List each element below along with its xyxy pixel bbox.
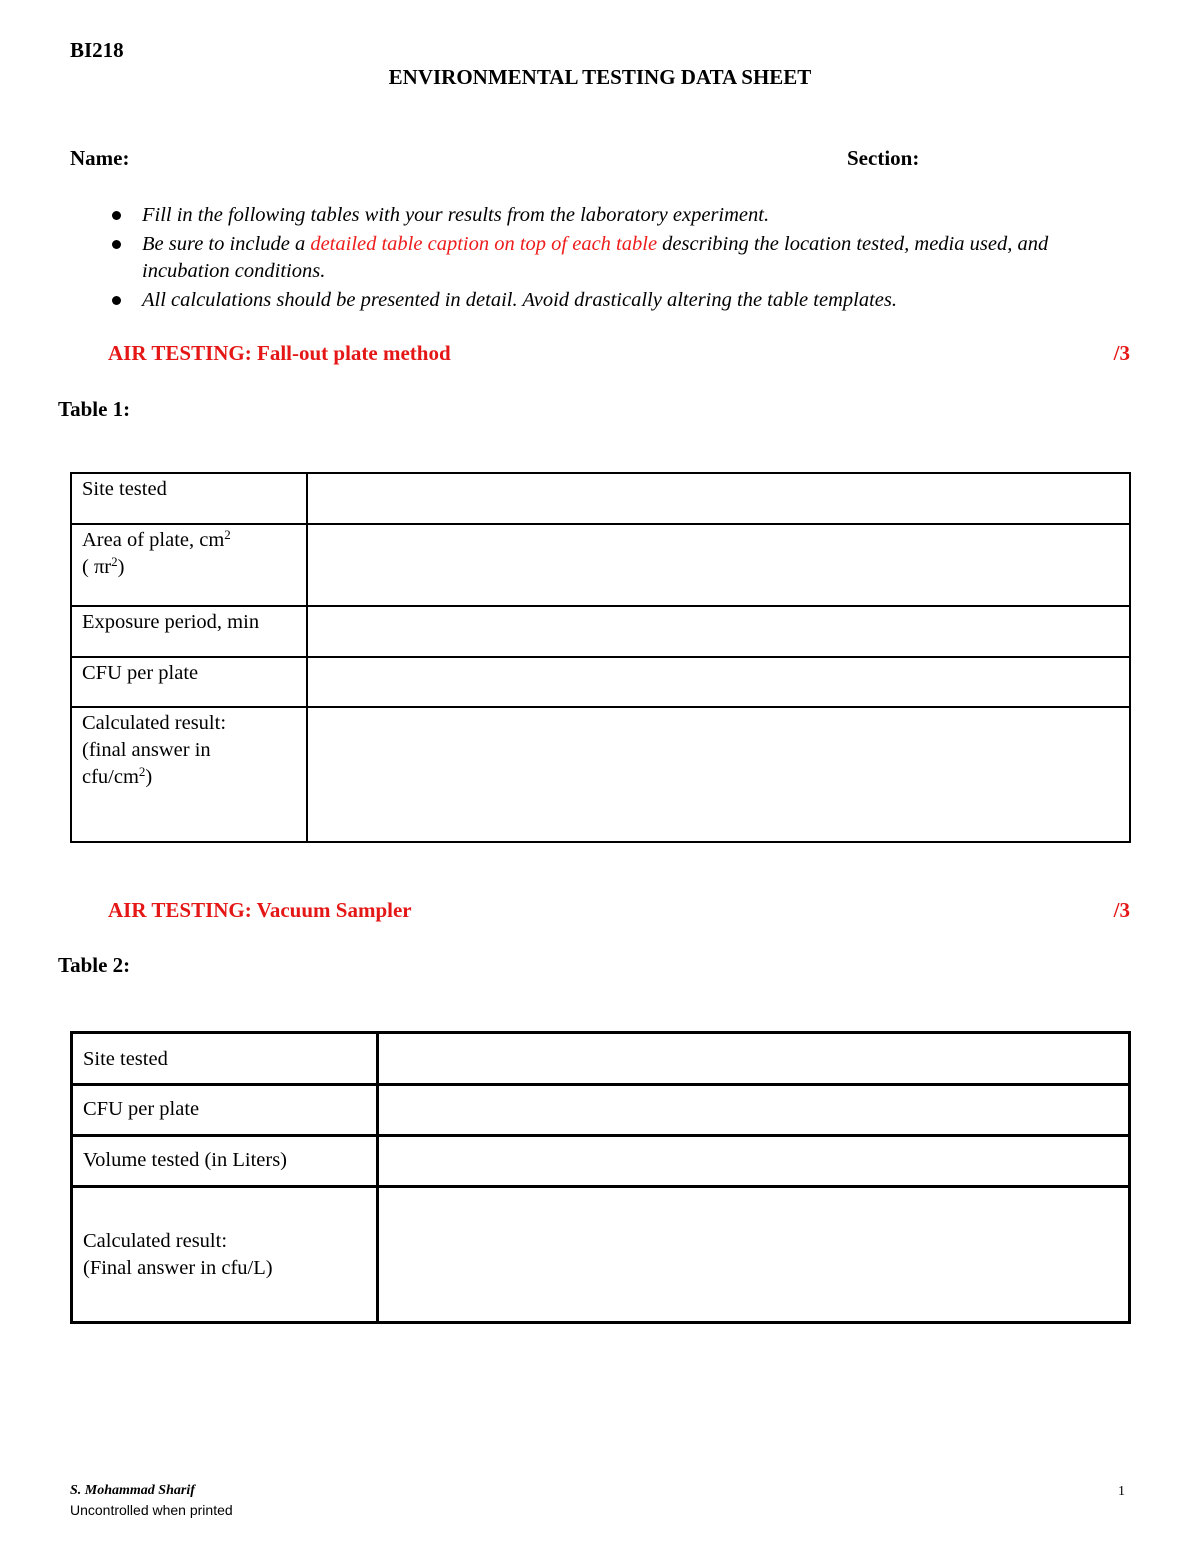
name-label: Name: <box>70 146 130 170</box>
value-cell[interactable] <box>378 1187 1130 1323</box>
instruction-item: Fill in the following tables with your results from the laboratory experiment. <box>112 202 1122 229</box>
instruction-item: All calculations should be presented in detail. Avoid drastically altering the table templates. <box>112 287 1122 314</box>
section-heading-vacuum: AIR TESTING: Vacuum Sampler <box>108 898 412 922</box>
footer-author: S. Mohammad Sharif <box>70 1483 195 1498</box>
section-score-fallout: /3 <box>1113 341 1130 365</box>
row-label: Exposure period, min <box>71 606 307 657</box>
table-row <box>71 657 1130 707</box>
bullet-icon <box>112 240 121 249</box>
value-cell[interactable] <box>307 473 1130 524</box>
page-number: 1 <box>1118 1484 1125 1499</box>
table-row <box>72 1136 1130 1187</box>
row-label: Site tested <box>71 473 307 524</box>
section-label: Section: <box>847 146 920 170</box>
value-cell[interactable] <box>378 1033 1130 1085</box>
value-cell[interactable] <box>378 1085 1130 1136</box>
table-row <box>72 1033 1130 1085</box>
row-label: Volume tested (in Liters) <box>72 1136 378 1187</box>
footer-note: Uncontrolled when printed <box>70 1502 233 1518</box>
value-cell[interactable] <box>378 1136 1130 1187</box>
value-cell[interactable] <box>307 606 1130 657</box>
course-code: BI218 <box>70 38 124 62</box>
value-cell[interactable] <box>307 657 1130 707</box>
value-cell[interactable] <box>307 707 1130 842</box>
bullet-icon <box>112 211 121 220</box>
row-label: CFU per plate <box>72 1085 378 1136</box>
table-row <box>72 1187 1130 1323</box>
row-label: Calculated result: (Final answer in cfu/L) <box>72 1187 378 1323</box>
row-label: Area of plate, $cm^2$ ( $\pi r^2$) <box>71 524 307 606</box>
table-row <box>71 606 1130 657</box>
row-label: Calculated result: (final answer in cfu/$cm^2$) <box>71 707 307 842</box>
document-title: ENVIRONMENTAL TESTING DATA SHEET <box>388 65 812 89</box>
section-heading-fallout: AIR TESTING: Fall-out plate method <box>108 341 451 365</box>
table-2 <box>70 1031 1131 1324</box>
table-row <box>71 707 1130 842</box>
row-label: Site tested <box>72 1033 378 1085</box>
bullet-icon <box>112 296 121 305</box>
table-row <box>71 473 1130 524</box>
table-1-label: Table 1: <box>58 397 131 421</box>
instructions-list <box>112 202 1122 316</box>
table-row <box>72 1085 1130 1136</box>
table-row <box>71 524 1130 606</box>
section-score-vacuum: /3 <box>1113 898 1130 922</box>
row-label: CFU per plate <box>71 657 307 707</box>
instruction-item: Be sure to include a detailed table caption on top of each table describing the location tested, media used, and incubation conditions. <box>112 231 1122 285</box>
table-2-label: Table 2: <box>58 953 131 977</box>
table-1 <box>70 472 1131 843</box>
value-cell[interactable] <box>307 524 1130 606</box>
caption-highlight: detailed table caption on top of each table <box>310 233 658 255</box>
